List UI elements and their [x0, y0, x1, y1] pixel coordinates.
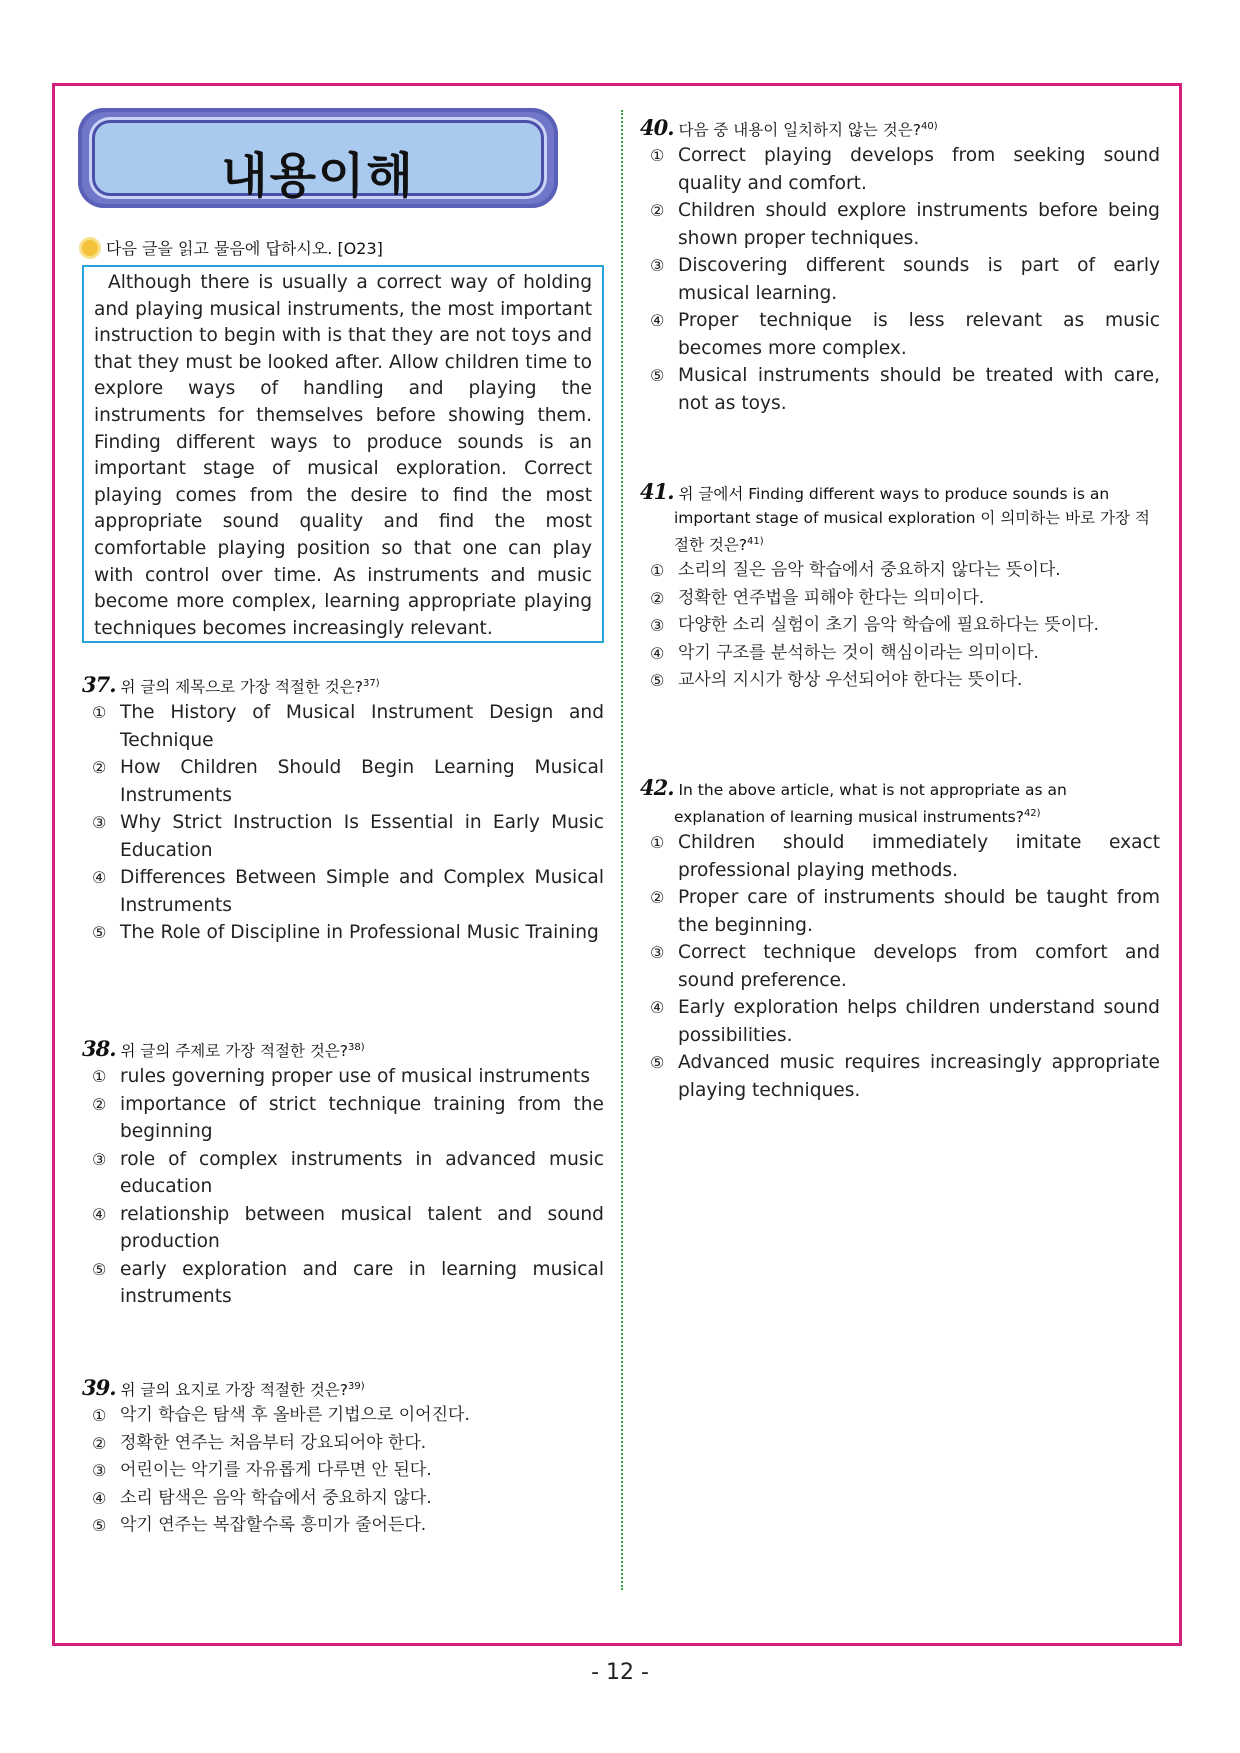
- answer-option[interactable]: ③ 어린이는 악기를 자유롭게 다루면 안 된다.: [92, 1460, 432, 1481]
- answer-option[interactable]: ④ Proper technique is less relevant as music becomes more complex.: [650, 310, 1160, 359]
- answer-option[interactable]: ⑤ 악기 연주는 복잡할수록 흥미가 줄어든다.: [92, 1515, 427, 1536]
- answer-option[interactable]: ② Proper care of instruments should be taught from the beginning.: [650, 887, 1160, 936]
- question-stem: 40. 다음 중 내용이 일치하지 않는 것은?$^{40)}$: [640, 115, 938, 141]
- question-41: [640, 480, 1160, 695]
- question-stem: 41. 위 글에서 Finding different ways to produce sounds is an important stage of musical exploration 이 의미하는 바로 가장 적절한 것은?$^{41)}$: [640, 479, 1150, 555]
- question-39: [82, 1375, 604, 1540]
- answer-option[interactable]: ① Correct playing develops from seeking sound quality and comfort.: [650, 145, 1160, 194]
- answer-option[interactable]: ③ Correct technique develops from comfort and sound preference.: [650, 942, 1160, 991]
- answer-option[interactable]: ① 소리의 질은 음악 학습에서 중요하지 않다는 뜻이다.: [650, 560, 1061, 581]
- reading-passage: Although there is usually a correct way of holding and playing musical instruments, the most important instruction to begin with is that they are not toys and that they must be looked after. Allow children time to explore ways of handling and playing the instruments for themselves before showing them. Finding different ways to produce sounds is an important stage of musical exploration. Correct playing comes from the desire to find the most appropriate sound quality and find the most comfortable playing position so that one can play with control over time. As instruments and music become more complex, learning appropriate playing techniques becomes increasingly relevant.: [82, 265, 604, 643]
- question-40: [640, 115, 1160, 417]
- answer-option[interactable]: ④ 악기 구조를 분석하는 것이 핵심이라는 의미이다.: [650, 642, 1039, 663]
- page-number: - 12 -: [591, 1660, 649, 1685]
- section-title: 내용이해: [221, 148, 415, 204]
- answer-option[interactable]: ⑤ early exploration and care in learning musical instruments: [92, 1258, 604, 1308]
- question-stem: 37. 위 글의 제목으로 가장 적절한 것은?$^{37)}$: [82, 672, 380, 698]
- flower-icon: [82, 240, 98, 256]
- answer-option[interactable]: ⑤ Advanced music requires increasingly appropriate playing techniques.: [650, 1052, 1160, 1101]
- answer-option[interactable]: ① The History of Musical Instrument Design and Technique: [92, 702, 604, 751]
- answer-option[interactable]: ④ relationship between musical talent and sound production: [92, 1203, 604, 1253]
- answer-option[interactable]: ① 악기 학습은 탐색 후 올바른 기법으로 이어진다.: [92, 1405, 470, 1426]
- answer-option[interactable]: ① Children should immediately imitate exact professional playing methods.: [650, 832, 1160, 881]
- answer-option[interactable]: ⑤ Musical instruments should be treated with care, not as toys.: [650, 365, 1160, 414]
- answer-option[interactable]: ① rules governing proper use of musical instruments: [92, 1066, 591, 1088]
- section-banner: [78, 108, 558, 208]
- instruction: 다음 글을 읽고 물음에 답하시오. [O23]: [82, 236, 383, 259]
- answer-option[interactable]: ⑤ 교사의 지시가 항상 우선되어야 한다는 뜻이다.: [650, 670, 1023, 691]
- answer-option[interactable]: ④ 소리 탐색은 음악 학습에서 중요하지 않다.: [92, 1487, 432, 1508]
- answer-option[interactable]: ④ Differences Between Simple and Complex Musical Instruments: [92, 867, 604, 916]
- answer-option[interactable]: ③ Why Strict Instruction Is Essential in Early Music Education: [92, 812, 604, 861]
- question-42: [640, 776, 1160, 1104]
- answer-option[interactable]: ⑤ The Role of Discipline in Professional Music Training: [92, 922, 599, 944]
- question-stem: 38. 위 글의 주제로 가장 적절한 것은?$^{38)}$: [82, 1036, 365, 1062]
- answer-option[interactable]: ③ role of complex instruments in advanced music education: [92, 1148, 604, 1198]
- question-stem: 39. 위 글의 요지로 가장 적절한 것은?$^{39)}$: [82, 1375, 365, 1401]
- answer-option[interactable]: ② Children should explore instruments before being shown proper techniques.: [650, 200, 1160, 249]
- answer-option[interactable]: ③ 다양한 소리 실험이 초기 음악 학습에 필요하다는 뜻이다.: [650, 615, 1099, 636]
- answer-option[interactable]: ② 정확한 연주는 처음부터 강요되어야 한다.: [92, 1432, 427, 1453]
- answer-option[interactable]: ② 정확한 연주법을 피해야 한다는 의미이다.: [650, 587, 985, 608]
- question-37: [82, 672, 604, 947]
- answer-option[interactable]: ② How Children Should Begin Learning Musical Instruments: [92, 757, 604, 806]
- question-stem: 42. In the above article, what is not appropriate as an explanation of learning musical instruments?$^{42)}$: [640, 775, 1067, 827]
- column-divider: [621, 110, 623, 1590]
- answer-option[interactable]: ③ Discovering different sounds is part of early musical learning.: [650, 255, 1160, 304]
- question-38: [82, 1036, 604, 1311]
- answer-option[interactable]: ② importance of strict technique training from the beginning: [92, 1093, 604, 1143]
- answer-option[interactable]: ④ Early exploration helps children understand sound possibilities.: [650, 997, 1160, 1046]
